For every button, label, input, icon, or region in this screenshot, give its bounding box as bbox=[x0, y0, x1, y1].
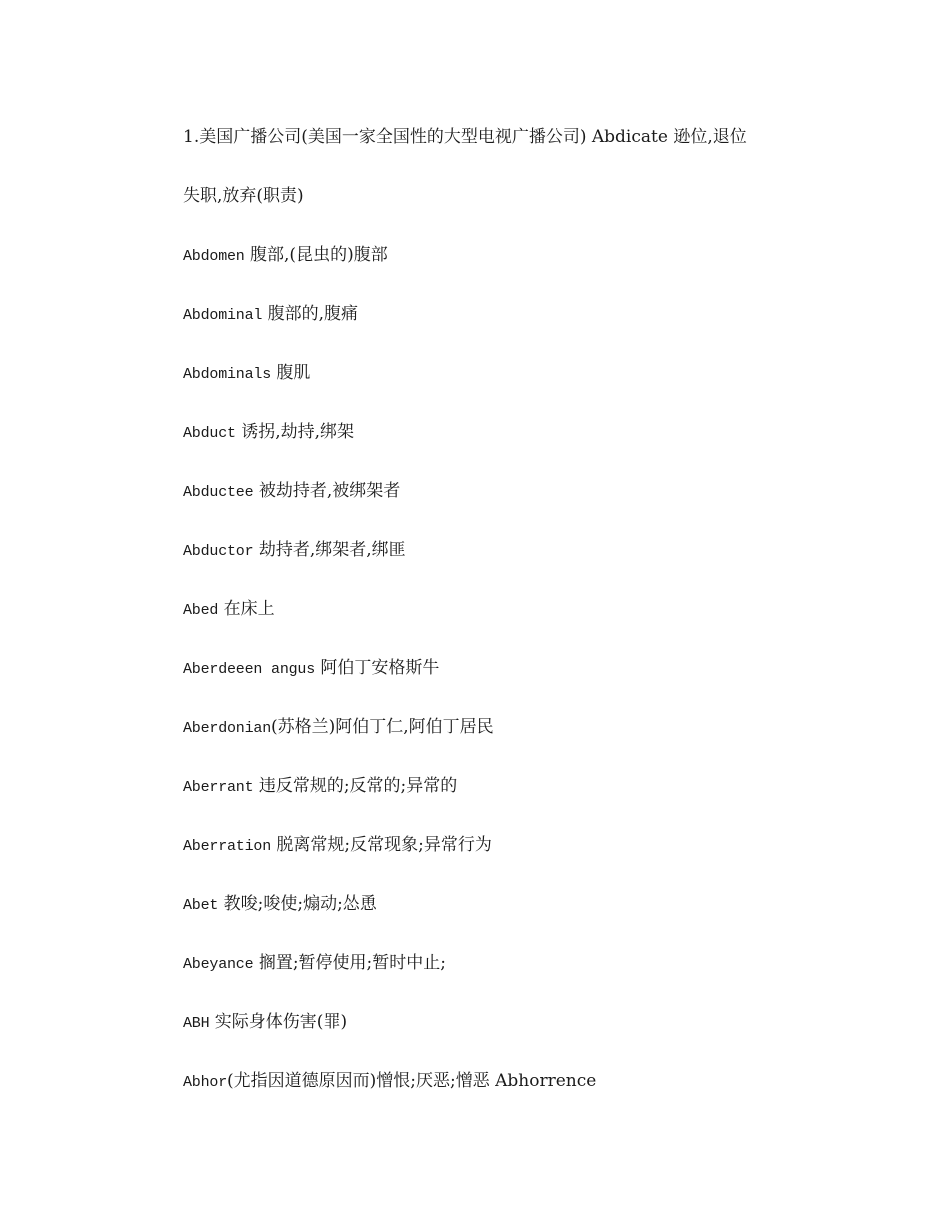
entry-gloss: 腹部,(昆虫的)腹部 bbox=[244, 245, 388, 265]
entry-term: Abdominal bbox=[183, 307, 263, 324]
entry-gloss: (苏格兰)阿伯丁仁,阿伯丁居民 bbox=[271, 717, 494, 737]
entry-aberrant bbox=[183, 773, 883, 832]
entry-gloss: 阿伯丁安格斯牛 bbox=[315, 658, 440, 678]
entry-abductee bbox=[183, 478, 883, 537]
entry-term: Abeyance bbox=[183, 956, 254, 973]
entry-term: Abdominals bbox=[183, 366, 272, 383]
entry-abh bbox=[183, 1009, 883, 1068]
entry-abed bbox=[183, 596, 883, 655]
entry-gloss: 教唆;唆使;煽动;怂恿 bbox=[218, 894, 377, 914]
entry-term: Abhor bbox=[183, 1074, 228, 1091]
entry-abet bbox=[183, 891, 883, 950]
entry-aberdonian bbox=[183, 714, 883, 773]
entry-term: Abduct bbox=[183, 425, 236, 442]
entry-term: Aberdonian bbox=[183, 720, 272, 737]
entry-term: Aberrant bbox=[183, 779, 254, 796]
entry-abhor bbox=[183, 1068, 883, 1127]
entry-gloss: 实际身体伤害(罪) bbox=[209, 1012, 348, 1032]
entry-aberration bbox=[183, 832, 883, 891]
entry-gloss: 违反常规的;反常的;异常的 bbox=[253, 776, 458, 796]
entry-term: ABH bbox=[183, 1015, 210, 1032]
entry-abdominal bbox=[183, 301, 883, 360]
entry-term: Abed bbox=[183, 602, 219, 619]
entry-gloss: 劫持者,绑架者,绑匪 bbox=[253, 540, 406, 560]
entry-gloss: 脱离常规;反常现象;异常行为 bbox=[271, 835, 492, 855]
entry-gloss: (尤指因道德原因而)憎恨;厌恶;憎恶 Abhorrence bbox=[227, 1071, 597, 1091]
entry-gloss: 诱拐,劫持,绑架 bbox=[235, 422, 355, 442]
entry-gloss: 在床上 bbox=[218, 599, 275, 619]
entry-term: Abductor bbox=[183, 543, 254, 560]
entry-abduct bbox=[183, 419, 883, 478]
entry-gloss: 腹部的,腹痛 bbox=[262, 304, 359, 324]
entry-term: Abductee bbox=[183, 484, 254, 501]
entry-term: Abdomen bbox=[183, 248, 245, 265]
entry-gloss: 1.美国广播公司(美国一家全国性的大型电视广播公司) Abdicate 逊位,退位 bbox=[183, 127, 747, 147]
entry-aberdeen-angus bbox=[183, 655, 883, 714]
entry-gloss: 失职,放弃(职责) bbox=[183, 186, 304, 206]
dictionary-entry-list bbox=[183, 124, 883, 1127]
entry-gloss: 搁置;暂停使用;暂时中止; bbox=[253, 953, 447, 973]
entry-abductor bbox=[183, 537, 883, 596]
entry-abc bbox=[183, 124, 883, 183]
entry-abeyance bbox=[183, 950, 883, 1009]
entry-gloss: 被劫持者,被绑架者 bbox=[253, 481, 401, 501]
entry-abdomen bbox=[183, 242, 883, 301]
entry-gloss: 腹肌 bbox=[271, 363, 311, 383]
entry-abdominals bbox=[183, 360, 883, 419]
entry-abdicate-cont bbox=[183, 183, 883, 242]
entry-term: Abet bbox=[183, 897, 219, 914]
entry-term: Aberration bbox=[183, 838, 272, 855]
entry-term: Aberdeeen angus bbox=[183, 661, 316, 678]
